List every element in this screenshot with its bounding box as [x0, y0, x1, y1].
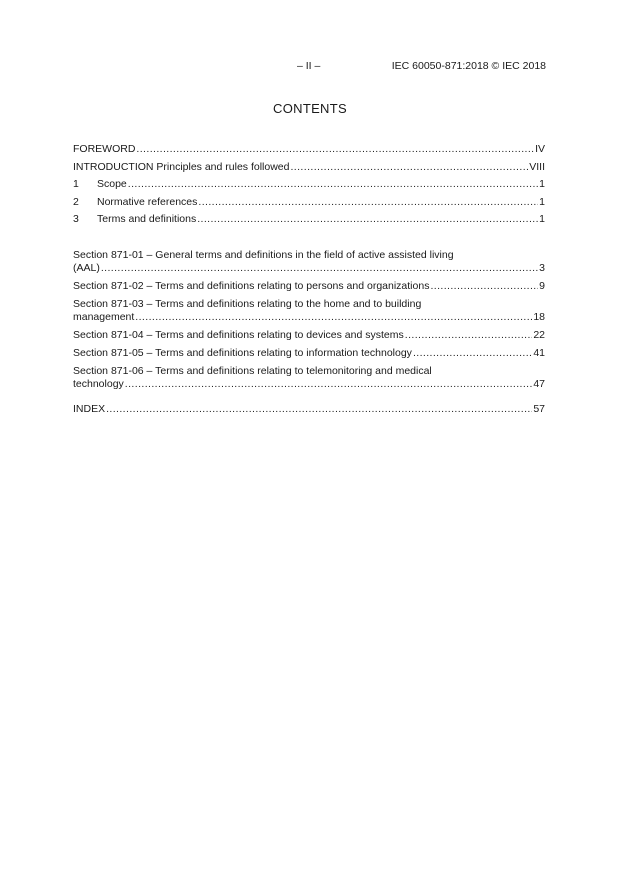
toc-entry-number: 3: [73, 213, 79, 225]
toc-entry-label: Scope: [97, 178, 127, 190]
toc-entry-label: INDEX: [73, 403, 106, 415]
toc-entry-label: Section 871-01 – General terms and definitions in the field of active assisted living: [73, 249, 454, 261]
toc-entry-number: 2: [73, 195, 79, 208]
toc-entry-label: INTRODUCTION Principles and rules followed: [73, 160, 290, 173]
toc-entry-section-871-05[interactable]: [73, 347, 545, 360]
toc-leader-dots: [106, 403, 532, 415]
toc-entry-section-871-01[interactable]: [73, 249, 545, 275]
toc-entry-section-871-03[interactable]: [73, 298, 545, 324]
toc-entry-index[interactable]: [73, 403, 545, 421]
toc-entry-page: 9: [539, 280, 545, 292]
toc-entry-label: Section 871-05 – Terms and definitions relating to information technology: [73, 347, 412, 359]
toc-entry-page: IV: [535, 143, 545, 155]
toc-entry-section-871-06[interactable]: [73, 365, 545, 391]
toc-leader-dots: [136, 143, 534, 155]
toc-main: [73, 143, 545, 231]
toc-entry-page: 1: [539, 195, 545, 208]
toc-entry-page: VIII: [529, 160, 545, 173]
toc-entry-clause-2[interactable]: [73, 196, 545, 214]
toc-index: [73, 403, 545, 421]
toc-leader-dots: [101, 262, 538, 274]
toc-entry-label: Section 871-04 – Terms and definitions relating to devices and systems: [73, 329, 404, 341]
page-title: CONTENTS: [273, 101, 347, 116]
toc-entry-section-871-04[interactable]: [73, 329, 545, 342]
toc-entry-page: 47: [533, 378, 545, 390]
page-header-number: – II –: [297, 60, 321, 72]
toc-entry-label-cont: management: [73, 311, 135, 323]
toc-entry-foreword[interactable]: [73, 143, 545, 161]
toc-entry-label: Normative references: [97, 195, 198, 208]
toc-entry-label: Terms and definitions: [97, 213, 197, 225]
toc-leader-dots: [125, 378, 533, 390]
toc-leader-dots: [128, 178, 538, 190]
toc-entry-page: 1: [539, 178, 545, 190]
toc-entry-page: 41: [533, 347, 545, 359]
toc-entry-number: 1: [73, 178, 79, 190]
toc-entry-clause-3[interactable]: [73, 213, 545, 231]
toc-entry-page: 3: [539, 262, 545, 274]
toc-entry-label: Section 871-02 – Terms and definitions relating to persons and organizations: [73, 280, 430, 292]
toc-sections: [73, 249, 545, 396]
page-header-doc-ref: IEC 60050-871:2018 © IEC 2018: [391, 60, 546, 72]
toc-entry-page: 57: [533, 403, 545, 415]
toc-leader-dots: [430, 280, 538, 292]
toc-entry-section-871-02[interactable]: [73, 280, 545, 293]
toc-entry-page: 22: [533, 329, 545, 341]
toc-entry-label: FOREWORD: [73, 143, 136, 155]
toc-leader-dots: [135, 311, 532, 323]
toc-leader-dots: [198, 196, 538, 208]
toc-entry-page: 18: [533, 311, 545, 323]
toc-entry-introduction[interactable]: [73, 161, 545, 179]
toc-leader-dots: [290, 161, 528, 173]
toc-leader-dots: [405, 329, 533, 341]
toc-entry-label-cont: technology: [73, 378, 124, 390]
toc-leader-dots: [197, 213, 538, 225]
toc-entry-page: 1: [539, 213, 545, 225]
toc-entry-label: Section 871-03 – Terms and definitions relating to the home and to building: [73, 298, 422, 310]
toc-entry-label-cont: (AAL): [73, 262, 100, 274]
toc-leader-dots: [413, 347, 532, 359]
toc-entry-clause-1[interactable]: [73, 178, 545, 196]
toc-entry-label: Section 871-06 – Terms and definitions relating to telemonitoring and medical: [73, 365, 432, 377]
